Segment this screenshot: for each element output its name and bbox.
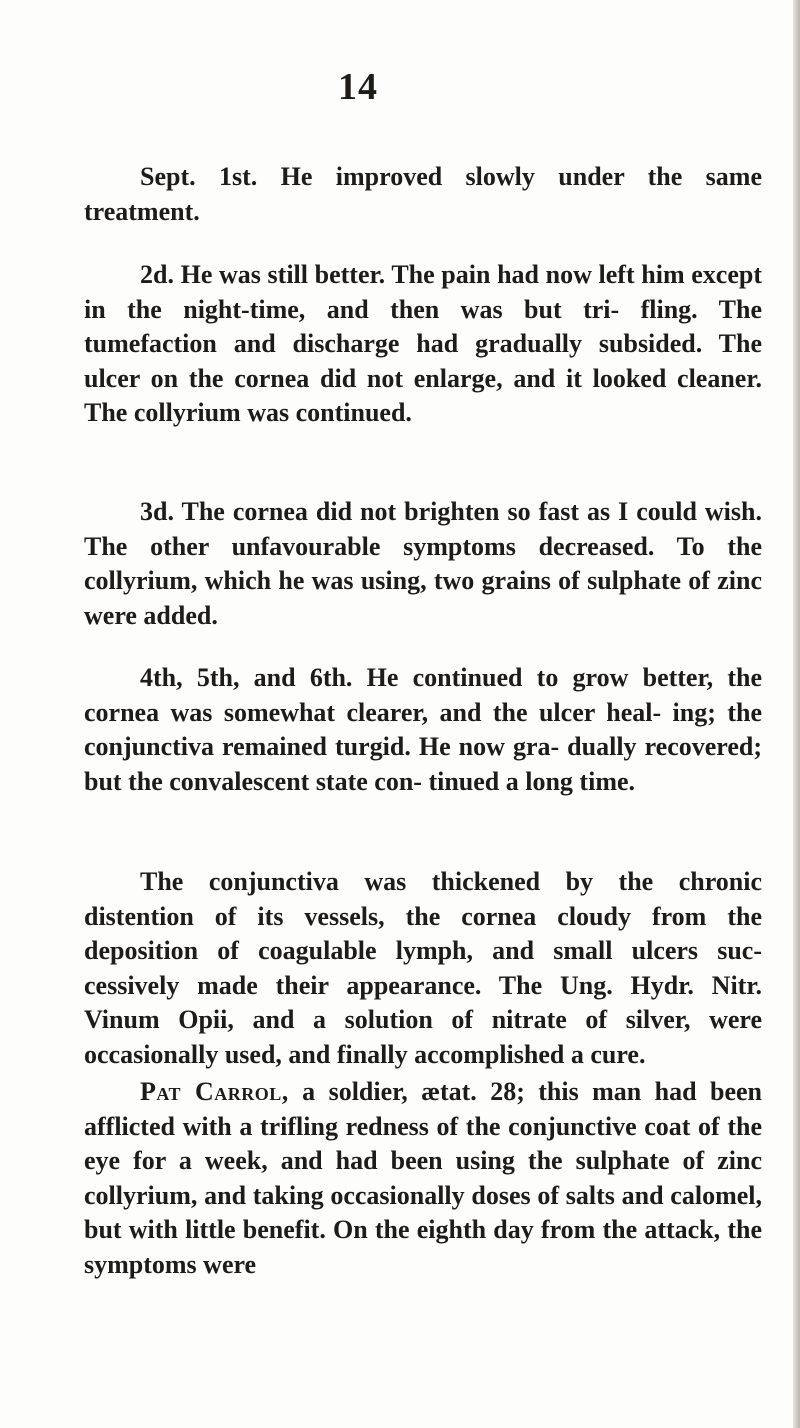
- paragraph-sept-2: 2d. He was still better. The pain had now left him except in the night-time, and then was but tri- fling. The tumefaction and discharge had gradually subsided. The ulcer on the cornea did not enlarge, and it looked cleaner. The collyrium was continued.: [84, 260, 762, 427]
- page-edge-shadow: [793, 0, 800, 1428]
- paragraph-carrol-text: a soldier, ætat. 28; this man had been afflicted with a trifling redness of the conjunctive coat of the eye for a week, and had been using the sulphate of zinc collyrium, and taking occasionally doses of salts and calomel, but with little benefit. On the eighth day from the attack, the symptoms were: [84, 1077, 762, 1279]
- paragraph-summary: The conjunctiva was thickened by the chronic distention of its vessels, the cornea cloudy from the deposition of coagulable lymph, and small ulcers suc- cessively made their appearance. The Ung. Hydr. Nitr. Vinum Opii, and a solution of nitrate of silver, were occasionally used, and finally accomplished a cure.: [84, 867, 762, 1069]
- paragraph-sept-3: 3d. The cornea did not brighten so fast as I could wish. The other unfavourable symptoms decreased. To the collyrium, which he was using, two grains of sulphate of zinc were added.: [84, 497, 762, 630]
- page-number: 14: [338, 66, 378, 108]
- patient-name: Pat Carrol,: [140, 1077, 289, 1106]
- paragraph-carrol: [84, 1075, 762, 1282]
- paragraph-sept-4-6: 4th, 5th, and 6th. He continued to grow better, the cornea was somewhat clearer, and the ulcer heal- ing; the conjunctiva remained turgid. He now gra- dually recovered; but the convalescent state con- tinued a long time.: [84, 663, 762, 796]
- paragraph-sept-1: Sept. 1st. He improved slowly under the same treatment.: [84, 162, 762, 226]
